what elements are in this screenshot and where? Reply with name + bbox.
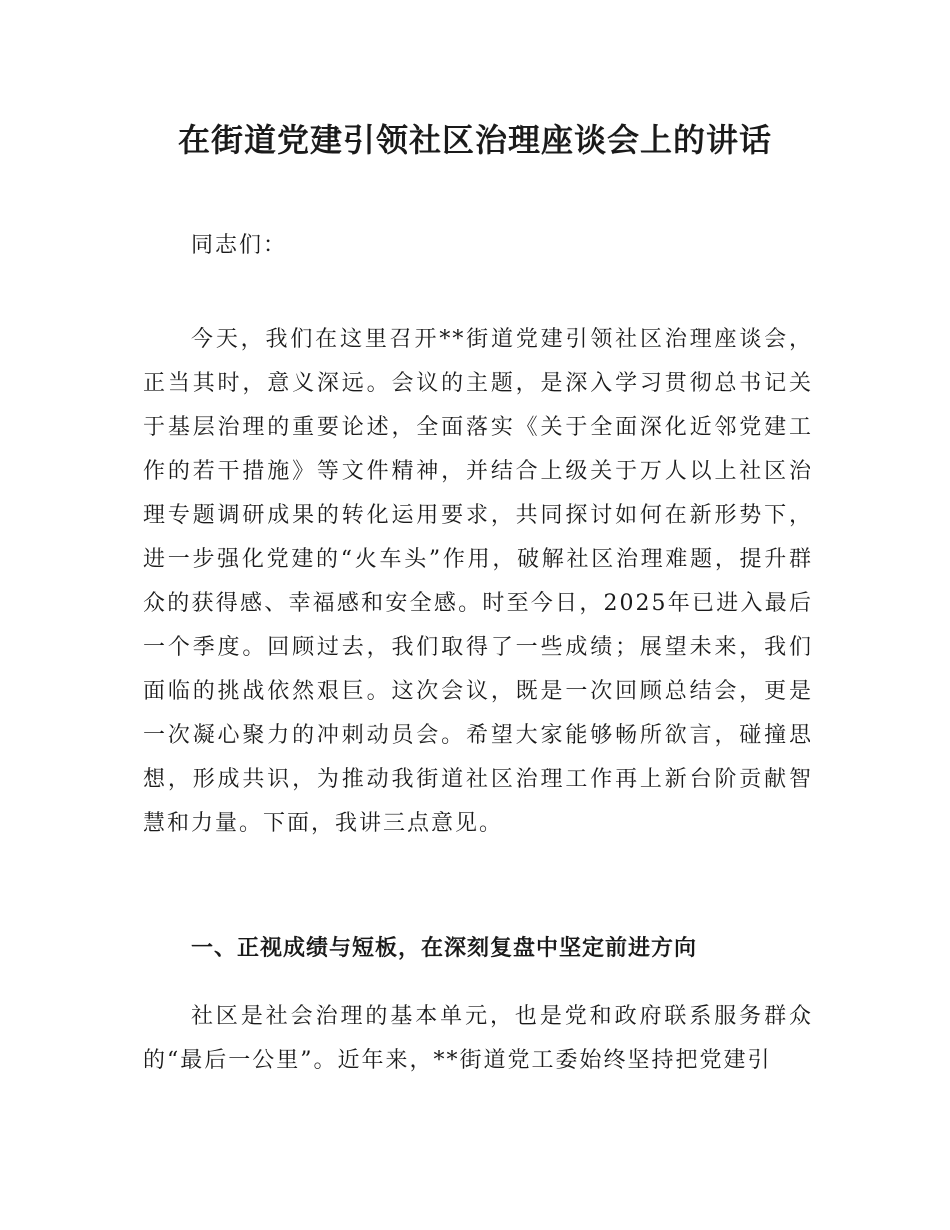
document-title: 在街道党建引领社区治理座谈会上的讲话	[177, 121, 772, 159]
paragraph-section-1: 社区是社会治理的基本单元，也是党和政府联系服务群众的“最后一公里”。近年来，**街道党工委始终坚持把党建引	[143, 1004, 813, 1073]
paragraph-intro: 今天，我们在这里召开**街道党建引领社区治理座谈会，正当其时，意义深远。会议的主题，是深入学习贯彻总书记关于基层治理的重要论述，全面落实《关于全面深化近邻党建工作的若干措施》等文件精神，并结合上级关于万人以上社区治理专题调研成果的转化运用要求，共同探讨如何在新形势下，进一步强化党建的“火车头”作用，破解社区治理难题，提升群众的获得感、幸福感和安全感。时至今日，2025年已进入最后一个季度。回顾过去，我们取得了一些成绩；展望未来，我们面临的挑战依然艰巨。这次会议，既是一次回顾总结会，更是一次凝心聚力的冲刺动员会。希望大家能够畅所欲言，碰撞思想，形成共识，为推动我街道社区治理工作再上新台阶贡献智慧和力量。下面，我讲三点意见。	[143, 327, 813, 836]
salutation: 同志们：	[191, 233, 288, 258]
section-heading-1: 一、正视成绩与短板，在深刻复盘中坚定前进方向	[191, 936, 698, 961]
